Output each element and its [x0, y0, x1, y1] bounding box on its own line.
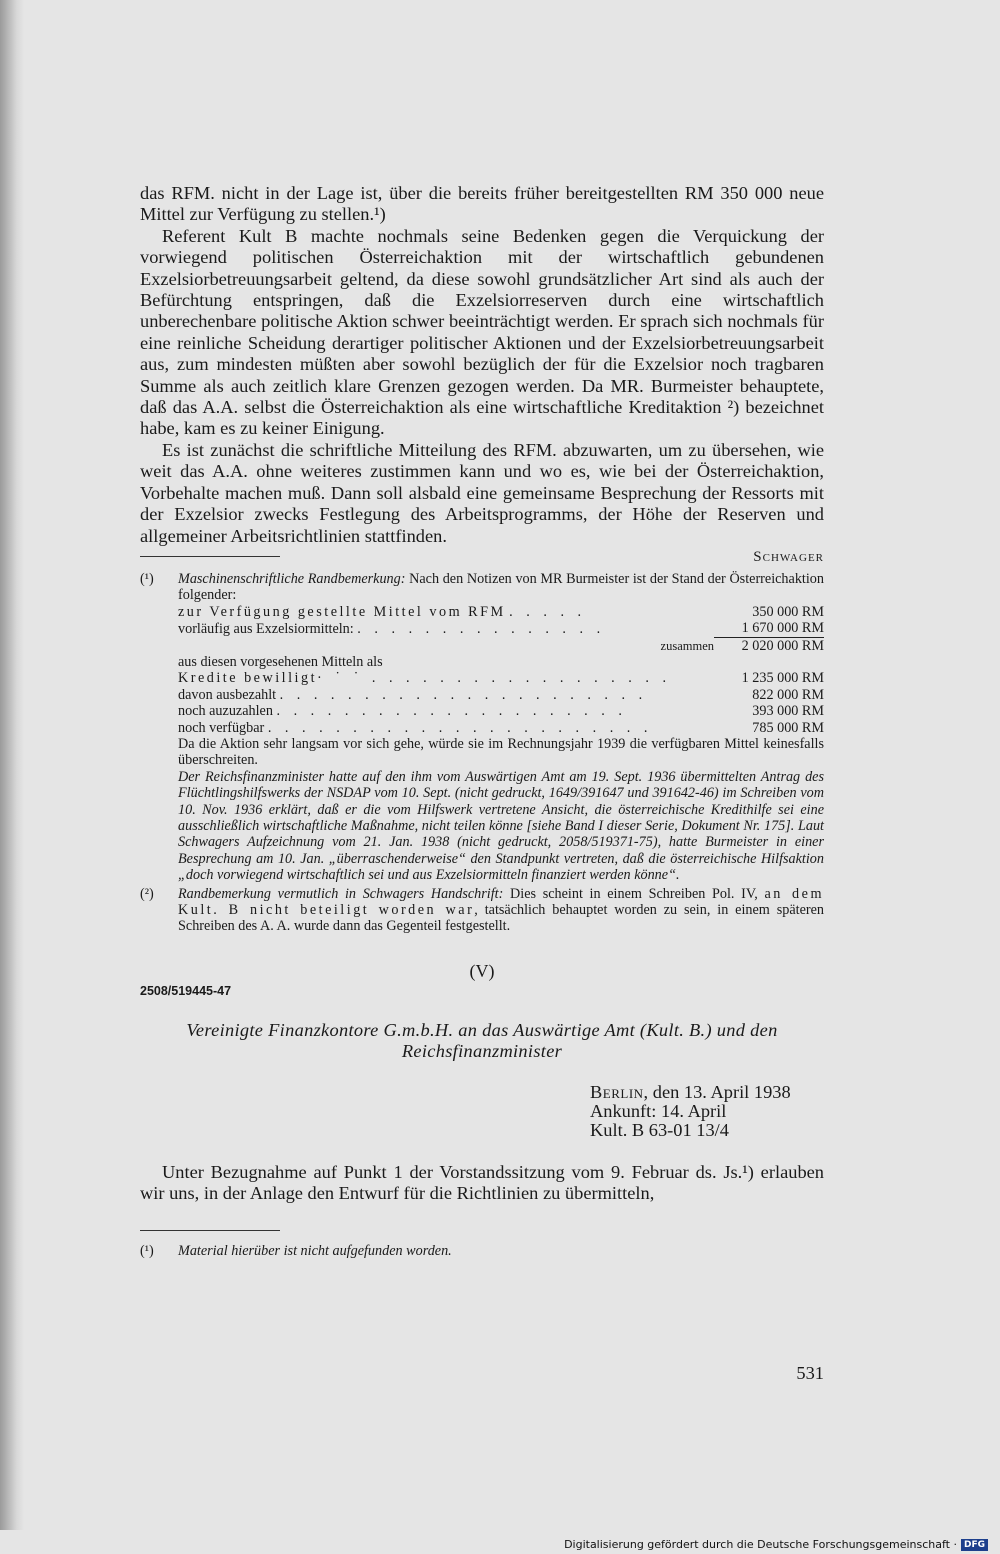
- account-table: [178, 604, 824, 736]
- footnote-1-editorial: Der Reichsfinanzminister hatte auf den ihm vom Auswärtigen Amt am 19. Sept. 1936 übermittelten Antrag des Flüchtlingshilfswerks der NSDAP vom 10. Sept. (nicht gedruckt, 1649/391647 und 391642-46) im Schreiben vom 10. Nov. 1936 erklärt, daß er die vom Hilfswerk vertretene Ansicht, die österreichische Kredithilfe sei eine ausschließlich wirtschaftliche Maßnahme, nicht teilen könne [siehe Band I dieser Serie, Dokument Nr. 175]. Laut Schwagers Aufzeichnung vom 21. Jan. 1938 (nicht gedruckt, 2058/519371-75), hatte Burmeister in einer Besprechung am 10. Jan. „überraschenderweise“ den Standpunkt vertreten, daß die österreichische Hilfsaktion „doch vorwiegend wirtschaftlich sei und aus Exzelsiormitteln finanziert werden könne“.: [178, 768, 824, 884]
- signature: Schwager: [753, 548, 824, 565]
- account-row: [178, 703, 824, 719]
- leader-dots: . . . . . . . . . . . . . . .: [357, 620, 606, 637]
- account-row: [178, 620, 824, 637]
- footnote-3-area: [140, 1230, 824, 1260]
- account-row: [178, 604, 824, 620]
- account-amount: 350 000 RM: [752, 603, 824, 620]
- letter-body: Unter Bezugnahme auf Punkt 1 der Vorstandssitzung vom 9. Februar ds. Js.¹) erlauben wir uns, in der Anlage den Entwurf für die Richtlinien zu übermitteln,: [140, 1161, 824, 1204]
- footnote-3-marker: (¹): [140, 1242, 154, 1259]
- account-row: [178, 720, 824, 736]
- file-reference: Kult. B 63-01 13/4: [590, 1119, 729, 1140]
- banner-text: Digitalisierung gefördert durch die Deutsche Forschungsgemeinschaft ·: [564, 1538, 957, 1551]
- account-label: vorläufig aus Exzelsiormitteln:: [178, 620, 354, 637]
- footnote-2-marker: (²): [140, 885, 154, 902]
- footnote-1-intro-label: Maschinenschriftliche Randbemerkung:: [178, 570, 406, 587]
- account-label: noch auzuzahlen: [178, 703, 273, 720]
- account-label: noch verfügbar: [178, 719, 265, 736]
- letter-meta: [590, 1083, 824, 1140]
- arrival-line: Ankunft: 14. April: [590, 1100, 727, 1121]
- footnote-divider: [140, 556, 280, 557]
- document-page: [140, 183, 824, 1260]
- footnote-1: [140, 571, 824, 884]
- account-subhead-row: [178, 654, 824, 670]
- footnote-2-intro-label: Randbemerkung vermutlich in Schwagers Handschrift:: [178, 885, 504, 902]
- account-label: Kredite bewilligt: [178, 670, 318, 687]
- footnote-2-text-b: , tatsächlich behauptet worden zu sein, in einem späteren Schreiben des A. A. wurde dann das Gegenteil festgestellt.: [178, 902, 824, 935]
- date-line: [590, 1083, 824, 1102]
- footnote-2: [140, 886, 824, 935]
- account-amount: 1 235 000 RM: [741, 670, 824, 687]
- leader-dots: . . . . . . . . . . . . . . . . . . . . . . .: [267, 719, 653, 736]
- account-sum-row: [178, 637, 824, 654]
- footnote-2-spaced-text: an dem Kult. B nicht beteiligt worden war: [178, 885, 824, 919]
- footnote-3-text: Material hierüber ist nicht aufgefunden worden.: [178, 1242, 452, 1259]
- date: , den 13. April 1938: [643, 1081, 791, 1102]
- footnote-3: [140, 1243, 824, 1260]
- document-reference: 2508/519445-47: [140, 983, 232, 998]
- dfg-logo-icon: DFG: [961, 1539, 988, 1551]
- leader-dots: · ˙ ˙ . . . . . . . . . . . . . . . . . .: [317, 670, 671, 687]
- account-amount: 822 000 RM: [752, 686, 824, 703]
- document-heading: Vereinigte Finanzkontore G.m.b.H. an das Auswärtige Amt (Kult. B.) und den Reichsfinanzminister: [186, 1019, 778, 1061]
- scan-edge-shadow: [0, 0, 24, 1530]
- leader-dots: . . . . . . . . . . . . . . . . . . . . .: [276, 703, 627, 720]
- footnote-2-text-a: Dies scheint in einem Schreiben Pol. IV,: [503, 885, 765, 902]
- digitization-banner: [564, 1538, 988, 1551]
- account-row: [178, 670, 824, 686]
- footnote-1-closing: Da die Aktion sehr langsam vor sich gehe, würde sie im Rechnungsjahr 1939 die verfügbaren Mittel keinesfalls überschreiten.: [178, 735, 824, 769]
- account-row: [178, 687, 824, 703]
- leader-dots: . . . . . . . . . . . . . . . . . . . . . .: [279, 686, 648, 703]
- account-amount: 393 000 RM: [752, 703, 824, 720]
- paragraph-1: das RFM. nicht in der Lage ist, über die bereits früher bereitgestellten RM 350 000 neue Mittel zur Verfügung zu stellen.¹): [140, 183, 824, 225]
- account-label: davon ausbezahlt: [178, 686, 277, 703]
- sum-label: zusammen: [660, 638, 714, 653]
- city: Berlin: [590, 1081, 644, 1102]
- account-subhead: aus diesen vorgesehenen Mitteln als: [178, 653, 383, 670]
- account-label: zur Verfügung gestellte Mittel vom RFM: [178, 603, 506, 620]
- footnote-divider-2: [140, 1230, 280, 1231]
- page-number: 531: [796, 1363, 824, 1383]
- section-number: (V): [469, 960, 495, 981]
- account-amount: 1 670 000 RM: [714, 620, 824, 637]
- leader-dots: . . . . .: [509, 603, 587, 620]
- sum-amount: 2 020 000 RM: [741, 637, 824, 654]
- account-amount: 785 000 RM: [752, 719, 824, 736]
- footnote-1-intro-text: Nach den Notizen von MR Burmeister ist der Stand der Österreichaktion folgender:: [178, 570, 824, 604]
- paragraph-2: Referent Kult B machte nochmals seine Bedenken gegen die Verquickung der vorwiegend politischen Österreichaktion mit der wirtschaftlich gebundenen Exzelsiorbetreuungsarbeit geltend, da diese sowohl grundsätzlicher Art sind als auch der Befürchtung entspringen, daß die Exzelsiorreserven durch eine wirtschaftlich unberechenbare politische Aktion schwer beeinträchtigt werden. Er sprach sich nochmals für eine reinliche Scheidung derartiger politischer Aktionen und der Exzelsiorbetreuungsarbeit aus, zum mindesten müßten aber sowohl bezüglich der für die Exzelsior noch tragbaren Summe als auch zeitlich klare Grenzen gezogen werden. Da MR. Burmeister behauptete, daß das A.A. selbst die Österreichaktion als eine wirtschaftliche Kreditaktion ²) bezeichnet habe, kam es zu keiner Einigung.: [140, 225, 824, 439]
- paragraph-3: Es ist zunächst die schriftliche Mitteilung des RFM. abzuwarten, um zu übersehen, wie weit das A.A. ohne weiteres zustimmen kann und wo es, wie bei der Österreichaktion, Vorbehalte machen muß. Dann soll alsbald eine gemeinsame Besprechung der Ressorts mit der Exzelsior zwecks Festlegung des Arbeitsprogramms, der Höhe der Reserven und allgemeiner Arbeitsrichtlinien stattfinden.: [140, 439, 824, 546]
- footnote-1-marker: (¹): [140, 570, 154, 587]
